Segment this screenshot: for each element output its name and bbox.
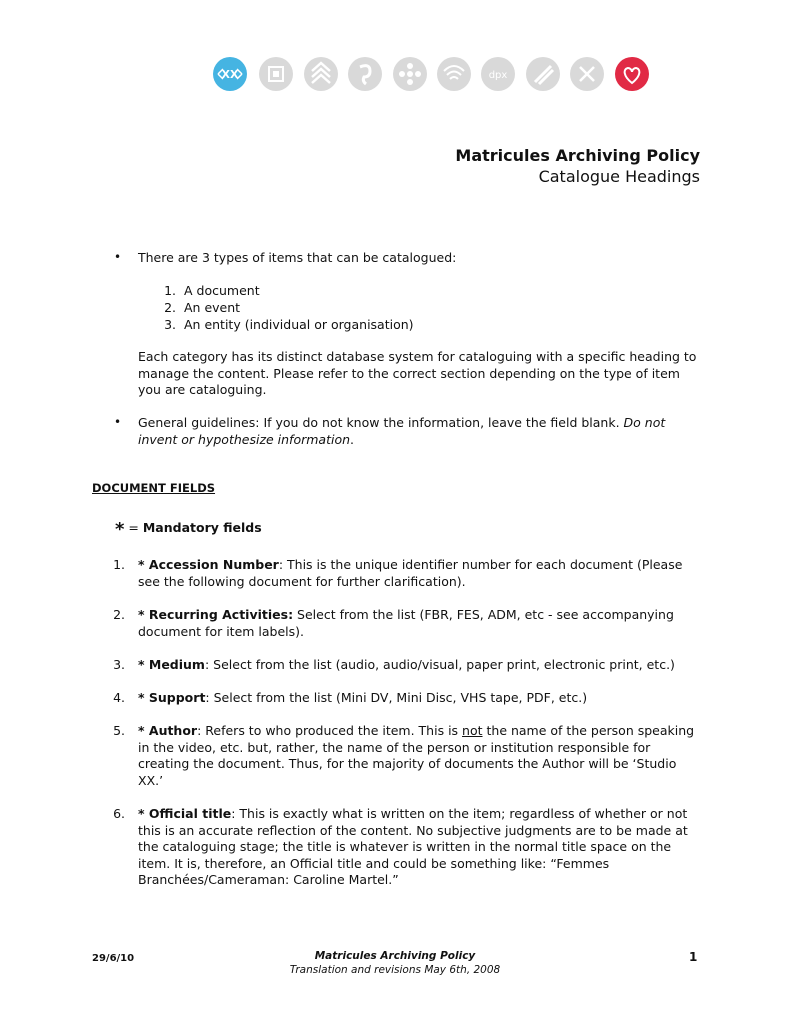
field-description: : Refers to who produced the item. This is [197, 723, 463, 738]
guideline-end: . [350, 431, 355, 447]
field-recurring-activities [138, 607, 698, 640]
field-description: Select from the list (FBR, FES, ADM, etc - see accompanying document for item labels). [138, 607, 674, 639]
type-item-document: A document [184, 283, 260, 298]
field-number: 2. [113, 607, 125, 622]
page-number: 1 [689, 950, 698, 964]
field-label: * Official title [138, 806, 232, 821]
guideline-emphasis: Do not invent or hypothesize information [138, 415, 666, 447]
dots-circle-icon [393, 57, 427, 91]
field-number: 4. [113, 690, 125, 705]
field-support [138, 690, 698, 707]
heart-circle-icon [615, 57, 649, 91]
category-paragraph: Each category has its distinct database system for cataloguing with a specific heading to manage the content. Please refer to the correct section depending on the type of item you are cataloguing. [138, 349, 697, 397]
type-item-event: An event [184, 300, 241, 315]
slash-circle-icon [526, 57, 560, 91]
intro-bullet-1: There are 3 types of items that can be catalogued: [138, 250, 457, 265]
bullet-marker: • [114, 250, 122, 264]
footer-title: Matricules Archiving Policy [314, 950, 476, 962]
document-title-block [455, 146, 700, 187]
list-number: 2. [164, 300, 176, 315]
list-number: 3. [164, 317, 176, 332]
section-heading-document-fields: DOCUMENT FIELDS [92, 481, 216, 495]
field-description: : This is exactly what is written on the item; regardless of whether or not this is an accurate reflection of the content. No subjective judgments are to be made at the cataloguing stage; the title is whatever is written in the normal title space on the item. It is, therefore, an Official title and could be something like: “Femmes Branchées/Cameraman: Caroline Martel.” [138, 806, 688, 887]
type-item-entity: An entity (individual or organisation) [184, 317, 414, 332]
document-subtitle: Catalogue Headings [538, 167, 700, 186]
field-author [138, 723, 698, 789]
field-official-title [138, 806, 700, 889]
svg-text:XX: XX [221, 68, 239, 81]
field-medium [138, 657, 718, 674]
field-label: * Accession Number [138, 557, 279, 572]
field-number: 3. [113, 657, 125, 672]
guideline-text: General guidelines: If you do not know the information, leave the field blank. [138, 415, 624, 430]
field-number: 6. [113, 806, 125, 821]
field-label: * Support [138, 690, 206, 705]
intro-bullet-2 [138, 415, 698, 448]
field-underline: not [462, 723, 483, 738]
field-description: : This is the unique identifier number for each document (Please see the following document for further clarification). [138, 557, 683, 589]
footer-date: 29/6/10 [92, 953, 135, 964]
field-label: * Author [138, 723, 198, 738]
xx-circle-icon [213, 57, 247, 91]
mandatory-star: * [115, 519, 125, 540]
chevrons-up-icon [304, 57, 338, 91]
field-label: * Recurring Activities: [138, 607, 294, 622]
field-number: 5. [113, 723, 125, 738]
square-circle-icon [259, 57, 293, 91]
footer-revision: Translation and revisions May 6th, 2008 [289, 964, 501, 976]
field-description: : Select from the list (Mini DV, Mini Disc, VHS tape, PDF, etc.) [205, 690, 588, 705]
mandatory-equals: = [124, 520, 143, 535]
svg-text:dpx: dpx [488, 70, 508, 81]
field-description: : Select from the list (audio, audio/visual, paper print, electronic print, etc.) [204, 657, 675, 672]
document-title: Matricules Archiving Policy [455, 146, 700, 165]
list-number: 1. [164, 283, 176, 298]
field-description-cont: the name of the person speaking in the video, etc. but, rather, the name of the person or institution responsible for creating the document. Thus, for the majority of documents the Author will be ‘Studio XX.’ [138, 723, 695, 788]
wifi-circle-icon [437, 57, 471, 91]
cross-circle-icon [570, 57, 604, 91]
field-label: * Medium [138, 657, 205, 672]
field-number: 1. [113, 557, 125, 572]
swirl-circle-icon [348, 57, 382, 91]
mandatory-label: Mandatory fields [142, 520, 262, 535]
dpx-circle-icon [481, 57, 515, 91]
bullet-marker: • [114, 415, 122, 429]
field-accession-number [138, 557, 698, 590]
mandatory-note [115, 520, 262, 539]
